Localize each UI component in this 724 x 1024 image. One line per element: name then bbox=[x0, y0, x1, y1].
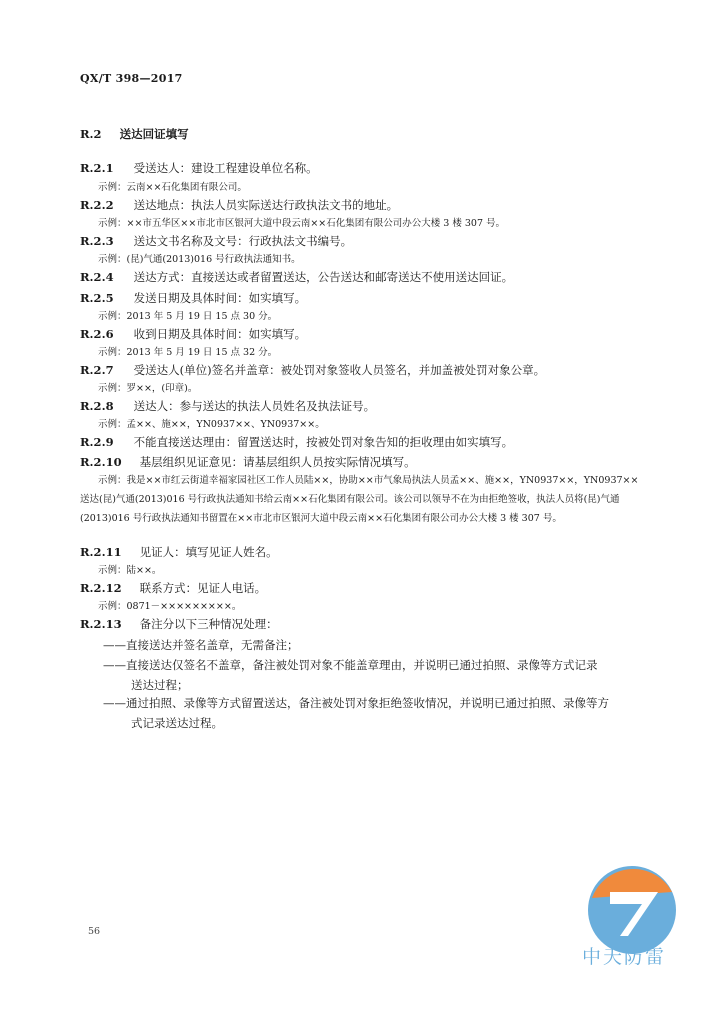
clause-r-2-13 bbox=[80, 617, 660, 632]
dash-item-text: ——通过拍照、录像等方式留置送达，备注被处罚对象拒绝签收情况，并说明已通过拍照、录像等方 bbox=[103, 696, 609, 710]
dash-item bbox=[103, 693, 643, 733]
clause-number: R.2.3 bbox=[80, 234, 114, 248]
clause-number: R.2.13 bbox=[80, 617, 122, 631]
clause-number: R.2.7 bbox=[80, 363, 114, 377]
dash-item bbox=[103, 635, 643, 655]
dash-item-text: ——直接送达仅签名不盖章，备注被处罚对象不能盖章理由，并说明已通过拍照、录像等方式记录 bbox=[103, 658, 598, 672]
clause-r-2-10 bbox=[80, 455, 660, 470]
clause-example: 示例：2013 年 5 月 19 日 15 点 30 分。 bbox=[98, 311, 278, 322]
section-heading bbox=[80, 126, 189, 142]
clause-example: 示例：罗××，(印章)。 bbox=[98, 383, 198, 394]
dash-item bbox=[103, 655, 643, 695]
dash-item-continuation: 式记录送达过程。 bbox=[131, 716, 223, 730]
section-title: 送达回证填写 bbox=[119, 127, 189, 141]
clause-text: 备注分以下三种情况处理： bbox=[139, 617, 278, 631]
clause-text: 基层组织见证意见：请基层组织人员按实际情况填写。 bbox=[139, 455, 416, 469]
clause-example: 示例：我是××市红云街道幸福家园社区工作人员陆××，协助××市气象局执法人员孟××、施××，YN0937××，YN0937××送达(昆)气通(2013)016 号行政执法通知书给云南××石化集团有限公司。该公司以领导不在为由拒绝签收，执法人员将(昆)气通(2013)016 号行政执法通知书留置在××市北市区银河大道中段云南××石化集团有限公司办公大楼 3 楼 307 号。 bbox=[80, 475, 639, 524]
clause-text: 收到日期及具体时间：如实填写。 bbox=[133, 327, 307, 341]
clause-r-2-7 bbox=[80, 363, 660, 378]
clause-r-2-4 bbox=[80, 270, 660, 285]
clause-number: R.2.8 bbox=[80, 399, 114, 413]
clause-r-2-11 bbox=[80, 545, 660, 560]
clause-text: 送达地点：执法人员实际送达行政执法文书的地址。 bbox=[133, 198, 399, 212]
clause-r-2-3 bbox=[80, 234, 660, 249]
dash-item-continuation: 送达过程； bbox=[131, 678, 189, 692]
clause-text: 送达人：参与送达的执法人员姓名及执法证号。 bbox=[133, 399, 376, 413]
clause-number: R.2.12 bbox=[80, 581, 122, 595]
clause-text: 送达文书名称及文号：行政执法文书编号。 bbox=[133, 234, 353, 248]
clause-example: 示例：0871－×××××××××。 bbox=[98, 601, 242, 612]
standard-code: QX/T 398—2017 bbox=[80, 72, 183, 85]
dash-item-text: ——直接送达并签名盖章，无需备注； bbox=[103, 638, 299, 652]
clause-number: R.2.11 bbox=[80, 545, 122, 559]
clause-text: 送达方式：直接送达或者留置送达，公告送达和邮寄送达不使用送达回证。 bbox=[133, 270, 514, 284]
clause-r-2-9 bbox=[80, 435, 660, 450]
clause-number: R.2.10 bbox=[80, 455, 122, 469]
clause-r-2-1 bbox=[80, 161, 660, 176]
clause-text: 受送达人(单位)签名并盖章：被处罚对象签收人员签名，并加盖被处罚对象公章。 bbox=[133, 363, 546, 377]
clause-number: R.2.6 bbox=[80, 327, 114, 341]
clause-example: 示例：陆××。 bbox=[98, 565, 162, 576]
clause-example: 示例：(昆)气通(2013)016 号行政执法通知书。 bbox=[98, 254, 301, 265]
clause-example: 示例：孟××、施××，YN0937××、YN0937××。 bbox=[98, 419, 325, 430]
clause-text: 见证人：填写见证人姓名。 bbox=[139, 545, 278, 559]
clause-r-2-2 bbox=[80, 198, 660, 213]
clause-number: R.2.1 bbox=[80, 161, 114, 175]
clause-r-2-5 bbox=[80, 291, 660, 306]
clause-r-2-6 bbox=[80, 327, 660, 342]
clause-example: 示例：2013 年 5 月 19 日 15 点 32 分。 bbox=[98, 347, 278, 358]
clause-number: R.2.9 bbox=[80, 435, 114, 449]
clause-r-2-8 bbox=[80, 399, 660, 414]
clause-text: 发送日期及具体时间：如实填写。 bbox=[133, 291, 307, 305]
watermark-text: 中天防雷 bbox=[582, 946, 667, 968]
clause-number: R.2.4 bbox=[80, 270, 114, 284]
page-number: 56 bbox=[88, 926, 101, 937]
clause-number: R.2.5 bbox=[80, 291, 114, 305]
clause-number: R.2.2 bbox=[80, 198, 114, 212]
clause-text: 不能直接送达理由：留置送达时，按被处罚对象告知的拒收理由如实填写。 bbox=[133, 435, 514, 449]
clause-r-2-12 bbox=[80, 581, 660, 596]
section-number: R.2 bbox=[80, 127, 102, 141]
clause-example: 示例：××市五华区××市北市区银河大道中段云南××石化集团有限公司办公大楼 3 楼 307 号。 bbox=[98, 218, 506, 229]
clause-text: 受送达人：建设工程建设单位名称。 bbox=[133, 161, 318, 175]
clause-example: 示例：云南××石化集团有限公司。 bbox=[98, 182, 247, 193]
clause-text: 联系方式：见证人电话。 bbox=[139, 581, 267, 595]
